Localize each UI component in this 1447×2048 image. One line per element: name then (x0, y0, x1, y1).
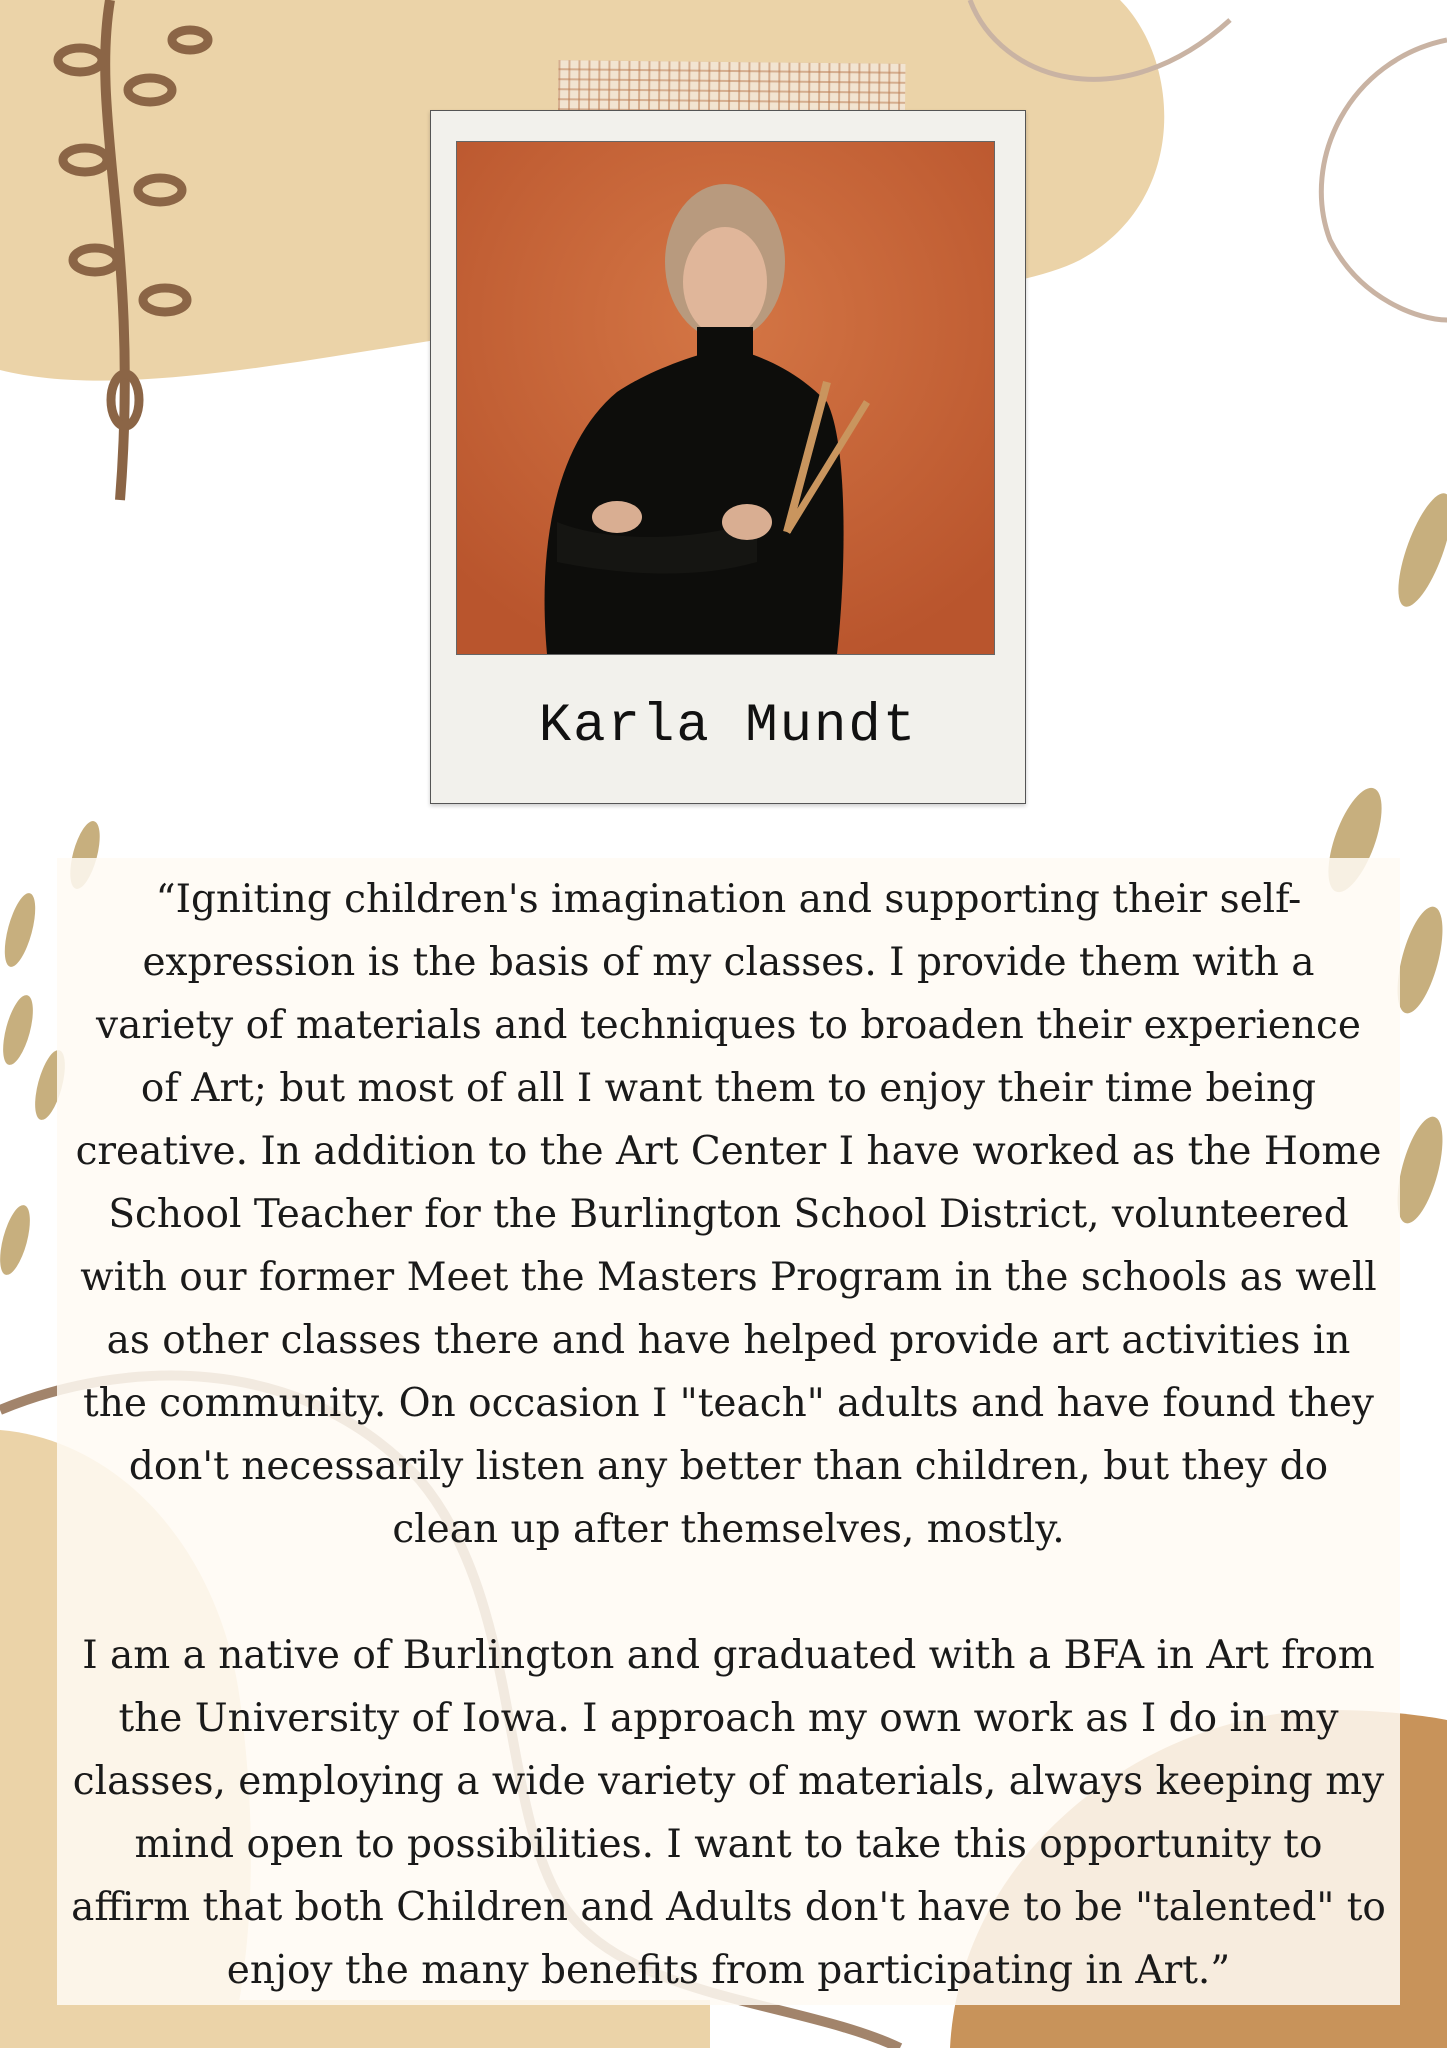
bio-line: I am a native of Burlington and graduated with a BFA in Art from (82, 1633, 1375, 1678)
teacher-name: Karla Mundt (538, 696, 918, 757)
bio-line: of Art; but most of all I want them to enjoy their time being (140, 1066, 1317, 1111)
bio-line: expression is the basis of my classes. I provide them with a (142, 940, 1315, 985)
bio-paragraph-2 (57, 1624, 1400, 2002)
bio-line: School Teacher for the Burlington School District, volunteered (108, 1192, 1349, 1237)
bio-line: variety of materials and techniques to broaden their experience (96, 1003, 1361, 1048)
bio-line: with our former Meet the Masters Program in the schools as well (80, 1255, 1377, 1300)
bio-text-box (57, 858, 1400, 2005)
bio-line: don't necessarily listen any better than children, but they do (128, 1444, 1329, 1489)
bio-paragraph-1 (57, 868, 1400, 1561)
bio-line: enjoy the many benefits from participating in Art.” (226, 1948, 1231, 1993)
bio-line: the University of Iowa. I approach my own work as I do in my (118, 1696, 1339, 1741)
portrait-photo (456, 141, 995, 655)
bio-line: classes, employing a wide variety of materials, always keeping my (72, 1759, 1385, 1804)
bio-line: the community. On occasion I "teach" adults and have found they (83, 1381, 1374, 1426)
bottom-center-blob (230, 2000, 710, 2048)
bio-line: affirm that both Children and Adults don't have to be "talented" to (71, 1885, 1386, 1930)
polaroid-frame (430, 110, 1026, 804)
bio-line: clean up after themselves, mostly. (392, 1507, 1065, 1552)
bio-line: “Igniting children's imagination and supporting their self- (155, 877, 1302, 922)
bio-line: creative. In addition to the Art Center I have worked as the Home (75, 1129, 1382, 1174)
bio-line: as other classes there and have helped provide art activities in (106, 1318, 1351, 1363)
bio-line: mind open to possibilities. I want to take this opportunity to (134, 1822, 1323, 1867)
